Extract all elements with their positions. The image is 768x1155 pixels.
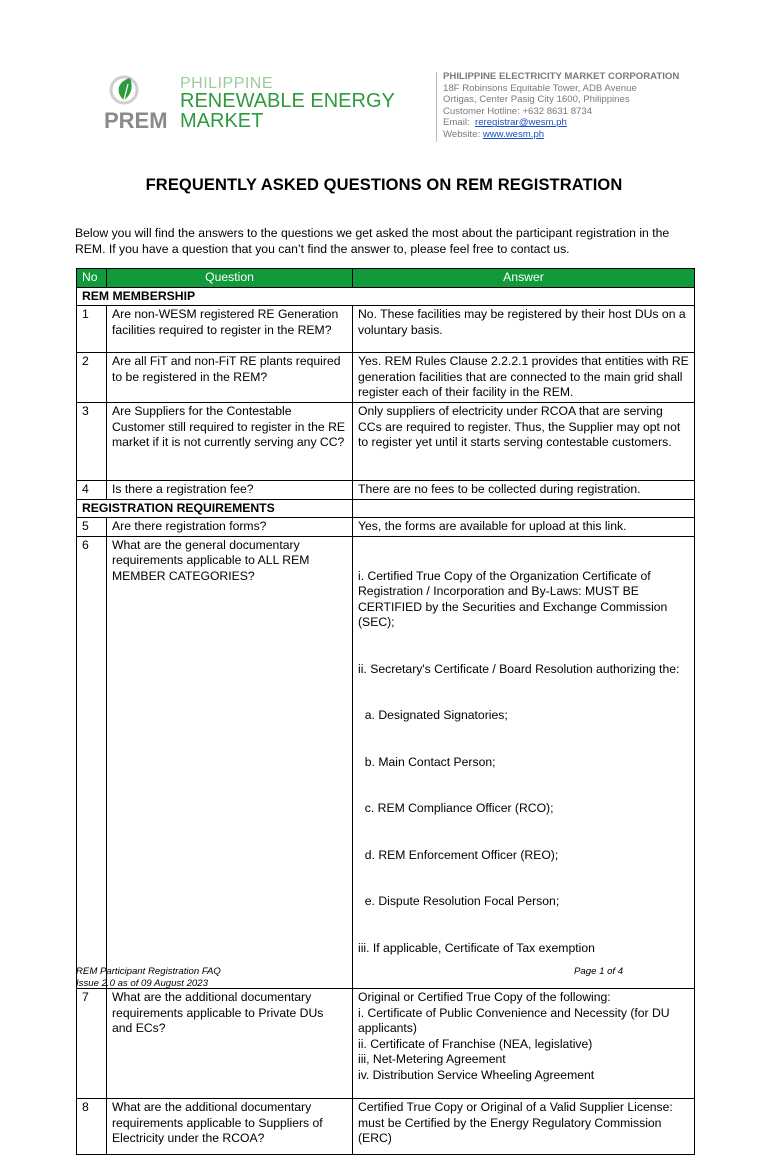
answer-line: i. Certified True Copy of the Organization Certificate of Registration / Incorporation and By-Laws: MUST BE CERTIFIED by the Securities and Exchange Commission (SEC); xyxy=(358,568,671,629)
row-question: Are Suppliers for the Contestable Customer still required to register in the RE market if it is not currently serving any CC? xyxy=(107,403,353,481)
row-question: Is there a registration fee? xyxy=(107,481,353,500)
row-question: Are all FiT and non-FiT RE plants required to be registered in the REM? xyxy=(107,353,353,403)
section-row-membership xyxy=(77,287,695,306)
row-question: What are the general documentary requirements applicable to ALL REM MEMBER CATEGORIES? xyxy=(107,536,353,989)
row-answer: Certified True Copy or Original of a Valid Supplier License: must be Certified by the Energy Regulatory Commission (ERC) xyxy=(353,1099,695,1155)
email-link[interactable]: reregistrar@wesm.ph xyxy=(475,117,567,129)
customer-hotline: Customer Hotline: +632 8631 8734 xyxy=(443,105,593,117)
email-line: Email: reregistrar@wesm.ph xyxy=(443,117,567,129)
row-no: 8 xyxy=(77,1099,107,1155)
section-row-requirements xyxy=(77,499,695,518)
row-no: 4 xyxy=(77,481,107,500)
answer-line: i. Certificate of Public Convenience and Necessity (for DU applicants) xyxy=(358,1005,670,1035)
brand-name: RENEWABLE ENERGY MARKET xyxy=(180,90,395,132)
answer-line: ii. Certificate of Franchise (NEA, legislative) xyxy=(358,1036,593,1051)
row-question: What are the additional documentary requirements applicable to Suppliers of Electricity under the RCOA? xyxy=(107,1099,353,1155)
table-row xyxy=(77,536,695,989)
row-answer xyxy=(353,536,695,989)
brand-country: PHILIPPINE xyxy=(180,75,274,92)
answer-line: d. REM Enforcement Officer (REO); xyxy=(358,847,559,862)
faq-table xyxy=(76,268,695,1155)
leaf-icon xyxy=(111,77,137,103)
table-header-row xyxy=(77,269,695,288)
contact-block xyxy=(443,71,679,141)
page-title: FREQUENTLY ASKED QUESTIONS ON REM REGISTRATION xyxy=(145,176,623,194)
header-divider xyxy=(436,72,437,142)
row-no: 7 xyxy=(77,989,107,1099)
col-header-answer: Answer xyxy=(353,269,695,288)
col-header-no: No xyxy=(77,269,107,288)
col-header-question: Question xyxy=(107,269,353,288)
table-row xyxy=(77,989,695,1099)
row-answer: Yes. REM Rules Clause 2.2.2.1 provides that entities with RE generation facilities that are connected to the main grid shall register each of their facility in the REM. xyxy=(353,353,695,403)
row-question: What are the additional documentary requirements applicable to Private DUs and ECs? xyxy=(107,989,353,1099)
table-row xyxy=(77,481,695,500)
row-answer: No. These facilities may be registered by their host DUs on a voluntary basis. xyxy=(353,306,695,353)
answer-line: e. Dispute Resolution Focal Person; xyxy=(358,894,560,908)
table-row xyxy=(77,306,695,353)
answer-line: iii, Net-Metering Agreement xyxy=(358,1052,506,1066)
table-row xyxy=(77,1099,695,1155)
answer-line: b. Main Contact Person; xyxy=(358,754,496,769)
address-line-2: Ortigas, Center Pasig City 1600, Philippines xyxy=(443,94,630,106)
row-question: Are there registration forms? xyxy=(107,518,353,537)
intro-paragraph: Below you will find the answers to the questions we get asked the most about the participant registration in the REM. If you have a question that you can’t find the answer to, please feel free to contact us. xyxy=(75,226,670,256)
prem-logo xyxy=(104,74,174,136)
section-label: REM MEMBERSHIP xyxy=(77,287,695,306)
page-number: Page 1 of 4 xyxy=(574,966,624,977)
website-link[interactable]: www.wesm.ph xyxy=(482,128,545,140)
row-no: 1 xyxy=(77,306,107,353)
footer-doc-info xyxy=(76,966,221,990)
row-answer: Only suppliers of electricity under RCOA that are serving CCs are required to register. Thus, the Supplier may opt not to register yet until it starts serving contestable customers. xyxy=(353,403,695,481)
logo-text: PREM xyxy=(104,108,168,133)
table-row xyxy=(77,518,695,537)
row-answer: There are no fees to be collected during registration. xyxy=(353,481,695,500)
section-label: REGISTRATION REQUIREMENTS xyxy=(77,499,353,518)
address-line-1: 18F Robinsons Equitable Tower, ADB Avenue xyxy=(443,82,637,94)
table-row xyxy=(77,403,695,481)
row-answer: Yes, the forms are available for upload at this link. xyxy=(353,518,695,537)
org-name: PHILIPPINE ELECTRICITY MARKET CORPORATION xyxy=(443,71,680,82)
footer-doc-name: REM Participant Registration FAQ xyxy=(76,966,221,977)
row-no: 2 xyxy=(77,353,107,403)
answer-line: iii. If applicable, Certificate of Tax exemption xyxy=(358,940,595,955)
answer-line: ii. Secretary's Certificate / Board Resolution authorizing the: xyxy=(358,661,680,676)
answer-line: iv. Distribution Service Wheeling Agreement xyxy=(358,1067,595,1082)
row-question: Are non-WESM registered RE Generation facilities required to register in the REM? xyxy=(107,306,353,353)
table-row xyxy=(77,353,695,403)
row-no: 5 xyxy=(77,518,107,537)
row-no: 3 xyxy=(77,403,107,481)
answer-line: a. Designated Signatories; xyxy=(358,708,508,722)
website-line: Website: www.wesm.ph xyxy=(443,128,545,140)
answer-line: c. REM Compliance Officer (RCO); xyxy=(358,801,554,815)
answer-line: Original or Certified True Copy of the following: xyxy=(358,990,611,1004)
footer-issue: Issue 2.0 as of 09 August 2023 xyxy=(76,978,208,989)
row-no: 6 xyxy=(77,536,107,989)
row-answer xyxy=(353,989,695,1099)
